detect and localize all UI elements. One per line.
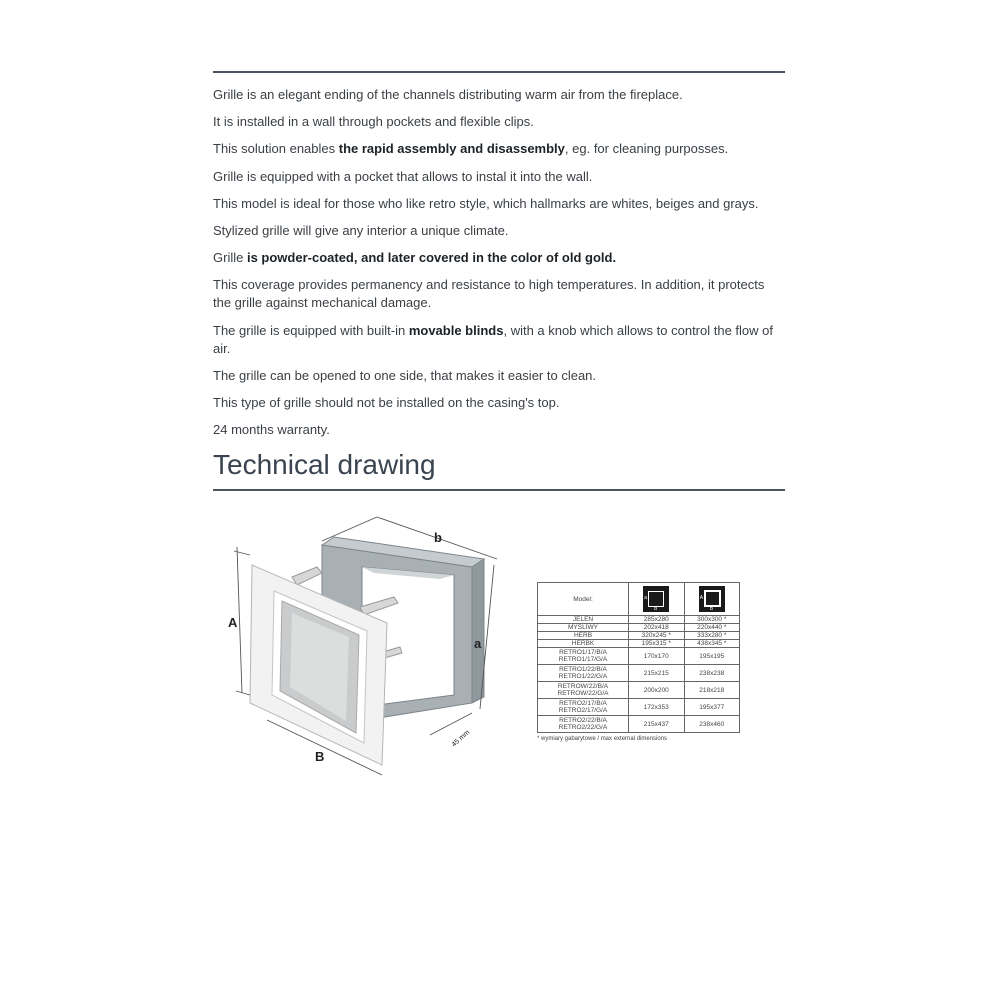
- description: [213, 86, 785, 448]
- spec-row: [538, 640, 740, 648]
- text-span: This model is ideal for those who like retro style, which hallmarks are whites, beiges and grays.: [213, 195, 759, 211]
- spec-cell-outer: 238x460: [684, 716, 740, 733]
- spec-cell-outer: 195x195: [684, 648, 740, 665]
- text-span: Stylized grille will give any interior a unique climate.: [213, 222, 509, 238]
- dimension-A-label: A: [228, 615, 238, 630]
- section-title: Technical drawing: [213, 449, 436, 480]
- spec-cell-model: RETRO1/17/B/A RETRO1/17/G/A: [538, 648, 629, 665]
- spec-row: [538, 665, 740, 682]
- spec-cell-inner: 195x315 *: [629, 640, 685, 648]
- spec-cell-outer: 218x218: [684, 682, 740, 699]
- spec-row: [538, 616, 740, 624]
- text-span: The grille is equipped with built-in: [213, 322, 409, 338]
- description-paragraph: [213, 113, 785, 131]
- outer-dimension-icon: A B: [699, 586, 725, 612]
- text-span: This coverage provides permanency and resistance to high temperatures. In addition, it protects the grille against mechanical damage.: [213, 277, 765, 311]
- section-rule: [213, 489, 785, 491]
- spec-cell-model: MYSLIWY: [538, 624, 629, 632]
- spec-cell-outer: 333x280 *: [684, 632, 740, 640]
- spec-header-row: [538, 583, 740, 616]
- description-paragraph: [213, 421, 785, 439]
- text-span: This type of grille should not be installed on the casing's top.: [213, 394, 560, 410]
- spec-cell-outer: 195x377: [684, 699, 740, 716]
- bold-text: is powder-coated, and later covered in the color of old gold.: [246, 250, 617, 266]
- description-paragraph: [213, 140, 785, 158]
- description-paragraph: [213, 394, 785, 412]
- spec-cell-outer: 300x300 *: [684, 616, 740, 624]
- spec-cell-inner: 170x170: [629, 648, 685, 665]
- description-paragraph: [213, 249, 785, 267]
- spec-row: [538, 716, 740, 733]
- spec-cell-inner: 215x437: [629, 716, 685, 733]
- spec-cell-model: RETROW/22/B/A RETROW/22/G/A: [538, 682, 629, 699]
- text-span: Grille is equipped with a pocket that allows to instal it into the wall.: [213, 168, 593, 184]
- spec-cell-model: RETRO1/22/B/A RETRO1/22/G/A: [538, 665, 629, 682]
- spec-cell-model: RETRO2/22/B/A RETRO2/22/G/A: [538, 716, 629, 733]
- spec-cell-outer: 220x440 *: [684, 624, 740, 632]
- outer-dim-header: [684, 583, 740, 616]
- spec-cell-inner: 215x215: [629, 665, 685, 682]
- text-span: Grille: [213, 250, 247, 266]
- spec-table-block: [537, 582, 740, 742]
- spec-row: [538, 624, 740, 632]
- spec-cell-model: JELEN: [538, 616, 629, 624]
- text-span: 24 months warranty.: [213, 422, 330, 438]
- description-paragraph: [213, 276, 785, 312]
- description-paragraph: [213, 86, 785, 104]
- text-span: This solution enables: [213, 141, 339, 157]
- text-span: , eg. for cleaning purposses.: [564, 141, 729, 157]
- spec-cell-inner: 202x418: [629, 624, 685, 632]
- spec-cell-model: HERBK: [538, 640, 629, 648]
- dimension-a-label: a: [474, 636, 482, 651]
- technical-drawing: [222, 515, 522, 800]
- description-paragraph: [213, 195, 785, 213]
- description-paragraph: [213, 222, 785, 240]
- spec-row: [538, 699, 740, 716]
- spec-row: [538, 648, 740, 665]
- spec-table: [537, 582, 740, 733]
- description-paragraph: [213, 367, 785, 385]
- text-span: Grille is an elegant ending of the channels distributing warm air from the fireplace.: [213, 87, 683, 102]
- model-header: Model:: [538, 583, 629, 616]
- inner-dim-header: [629, 583, 685, 616]
- text-span: The grille can be opened to one side, that makes it easier to clean.: [213, 367, 597, 383]
- depth-label: 45 mm: [450, 728, 472, 749]
- spec-cell-inner: 172x353: [629, 699, 685, 716]
- grille-illustration: [222, 515, 522, 795]
- dimension-b-label: b: [434, 530, 442, 545]
- spec-cell-outer: 238x238: [684, 665, 740, 682]
- description-paragraph: [213, 168, 785, 186]
- spec-row: [538, 682, 740, 699]
- text-span: It is installed in a wall through pockets and flexible clips.: [213, 114, 534, 130]
- spec-cell-inner: 320x245 *: [629, 632, 685, 640]
- bold-text: movable blinds: [408, 322, 504, 338]
- bold-text: the rapid assembly and disassembly: [338, 141, 565, 157]
- spec-row: [538, 632, 740, 640]
- text-span: , with a knob which allows to control the flow of air.: [213, 322, 773, 356]
- inner-dimension-icon: a b: [643, 586, 669, 612]
- spec-cell-inner: 200x200: [629, 682, 685, 699]
- spec-footnote: * wymiary gabarytowe / max external dimensions: [537, 736, 668, 742]
- description-paragraph: [213, 322, 785, 358]
- top-rule: [213, 71, 785, 73]
- spec-cell-outer: 438x345 *: [684, 640, 740, 648]
- spec-cell-model: RETRO2/17/B/A RETRO2/17/G/A: [538, 699, 629, 716]
- spec-cell-model: HERB: [538, 632, 629, 640]
- spec-cell-inner: 285x280: [629, 616, 685, 624]
- dimension-B-label: B: [315, 749, 325, 764]
